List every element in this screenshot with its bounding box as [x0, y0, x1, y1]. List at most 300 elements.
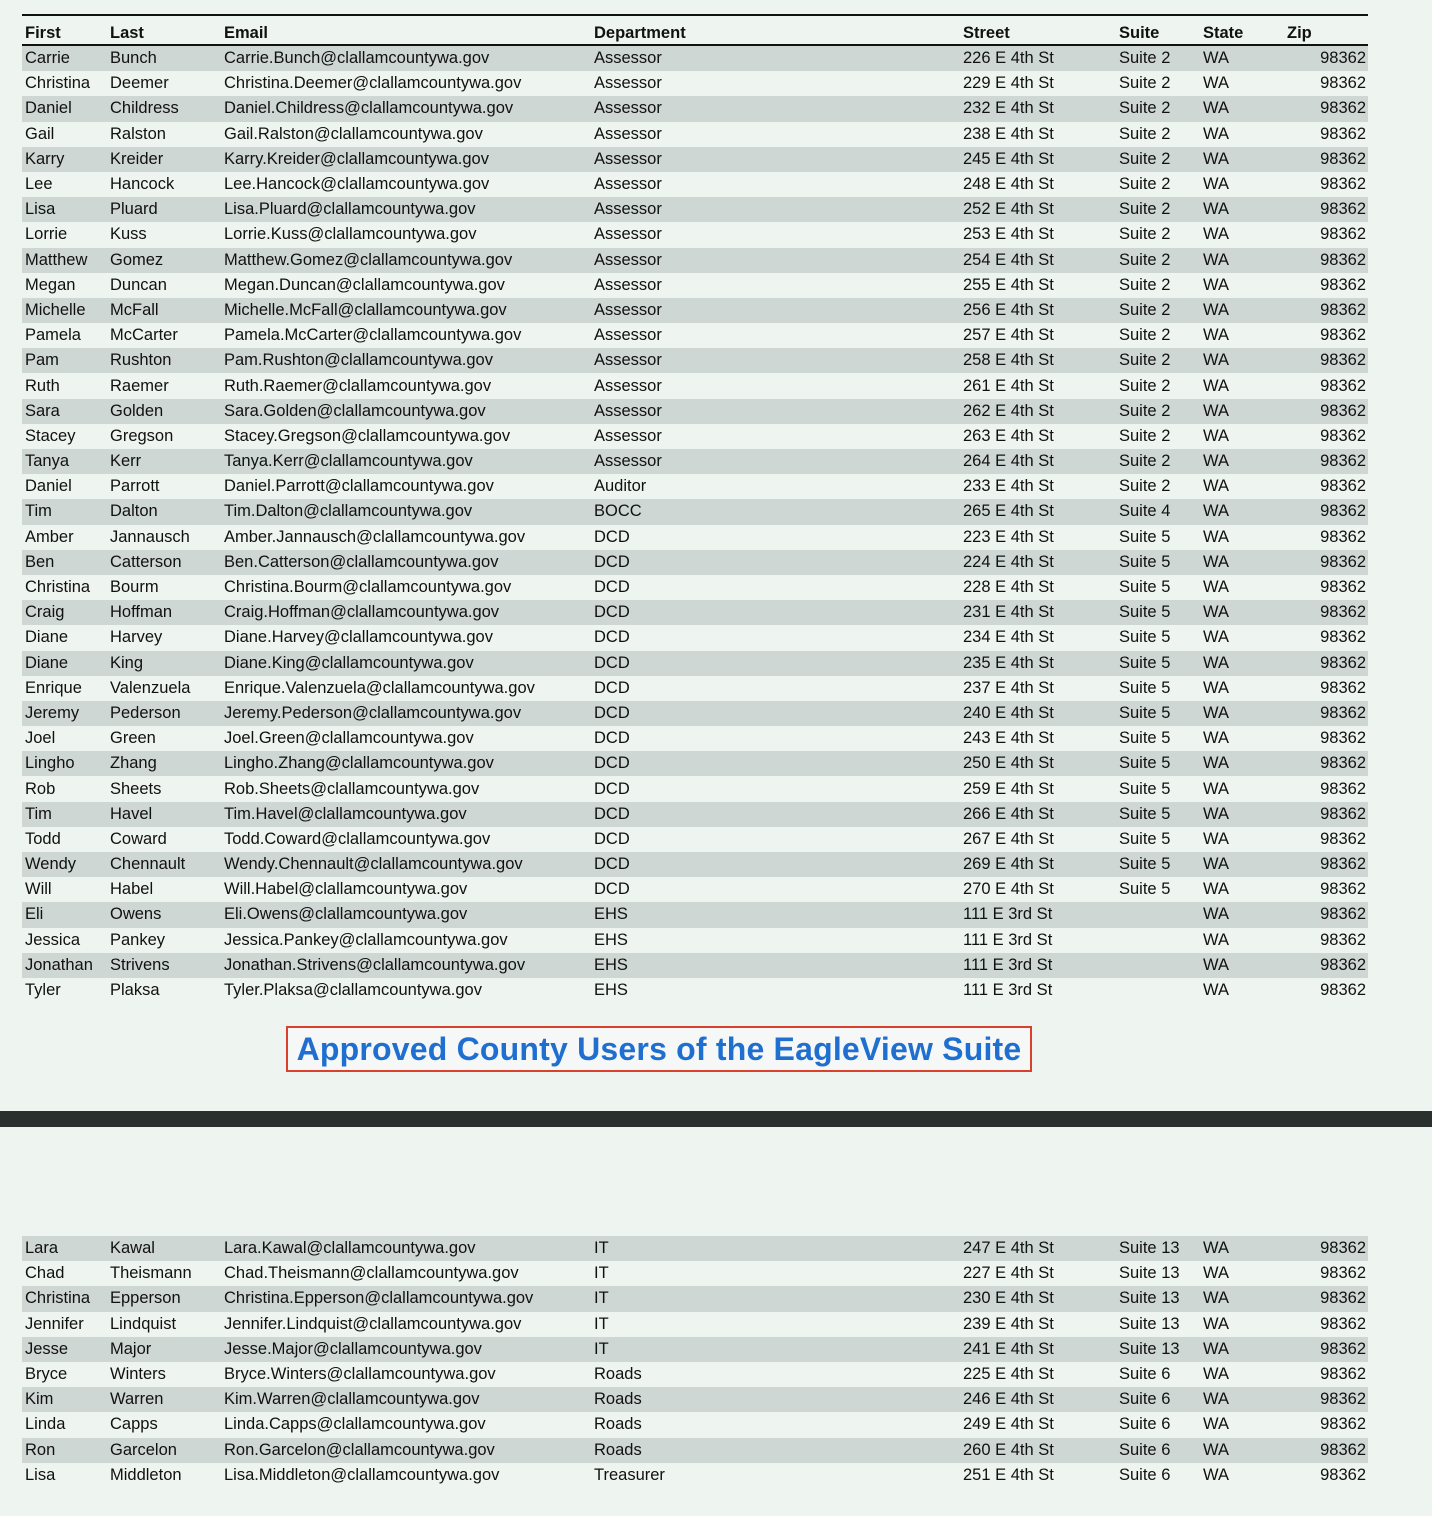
cell-last: Owens: [110, 905, 162, 924]
cell-street: 111 E 3rd St: [963, 955, 1053, 974]
cell-state: WA: [1203, 149, 1229, 168]
table-body-top: [22, 46, 1368, 1003]
cell-email: Bryce.Winters@clallamcountywa.gov: [224, 1365, 496, 1384]
table-row: [22, 122, 1368, 147]
cell-first: Wendy: [25, 855, 77, 874]
cell-suite: Suite 2: [1119, 351, 1171, 370]
cell-first: Bryce: [25, 1365, 68, 1384]
cell-street: 226 E 4th St: [963, 49, 1054, 68]
cell-state: WA: [1203, 225, 1229, 244]
cell-email: Diane.King@clallamcountywa.gov: [224, 653, 474, 672]
cell-department: Assessor: [594, 452, 662, 471]
cell-first: Jesse: [25, 1339, 69, 1358]
cell-street: 269 E 4th St: [963, 855, 1054, 874]
cell-department: DCD: [594, 628, 630, 647]
cell-state: WA: [1203, 502, 1229, 521]
table-row: [22, 827, 1368, 852]
cell-email: Karry.Kreider@clallamcountywa.gov: [224, 149, 489, 168]
cell-street: 239 E 4th St: [963, 1314, 1054, 1333]
table-row: [22, 1387, 1368, 1412]
cell-email: Megan.Duncan@clallamcountywa.gov: [224, 275, 505, 294]
cell-first: Stacey: [25, 426, 76, 445]
cell-state: WA: [1203, 628, 1229, 647]
cell-street: 241 E 4th St: [963, 1339, 1054, 1358]
cell-first: Jeremy: [25, 703, 80, 722]
cell-email: Christina.Deemer@clallamcountywa.gov: [224, 74, 522, 93]
cell-zip: 98362: [1320, 376, 1366, 395]
cell-email: Lorrie.Kuss@clallamcountywa.gov: [224, 225, 477, 244]
cell-street: 111 E 3rd St: [963, 930, 1053, 949]
cell-last: Ralston: [110, 124, 166, 143]
cell-suite: Suite 6: [1119, 1440, 1171, 1459]
cell-zip: 98362: [1320, 477, 1366, 496]
cell-department: IT: [594, 1264, 609, 1283]
cell-email: Diane.Harvey@clallamcountywa.gov: [224, 628, 493, 647]
cell-last: Major: [110, 1339, 152, 1358]
cell-street: 266 E 4th St: [963, 804, 1054, 823]
table-row: [22, 525, 1368, 550]
cell-zip: 98362: [1320, 275, 1366, 294]
cell-street: 233 E 4th St: [963, 477, 1054, 496]
cell-state: WA: [1203, 729, 1229, 748]
cell-last: Pederson: [110, 703, 181, 722]
header-department: Department: [594, 24, 686, 42]
table-row: [22, 953, 1368, 978]
table-row: [22, 776, 1368, 801]
table-row: [22, 147, 1368, 172]
cell-state: WA: [1203, 1339, 1229, 1358]
cell-street: 256 E 4th St: [963, 300, 1054, 319]
cell-street: 245 E 4th St: [963, 149, 1054, 168]
cell-department: DCD: [594, 880, 630, 899]
cell-email: Sara.Golden@clallamcountywa.gov: [224, 401, 486, 420]
cell-first: Joel: [25, 729, 56, 748]
header-email: Email: [224, 24, 269, 42]
cell-first: Chad: [25, 1264, 65, 1283]
cell-zip: 98362: [1320, 1465, 1366, 1484]
cell-last: Harvey: [110, 628, 163, 647]
cell-state: WA: [1203, 754, 1229, 773]
cell-last: Sheets: [110, 779, 162, 798]
cell-last: Jannausch: [110, 527, 190, 546]
cell-department: Assessor: [594, 376, 662, 395]
cell-first: Tim: [25, 804, 52, 823]
header-suite: Suite: [1119, 24, 1160, 42]
cell-zip: 98362: [1320, 74, 1366, 93]
cell-street: 261 E 4th St: [963, 376, 1054, 395]
cell-department: Assessor: [594, 225, 662, 244]
cell-street: 243 E 4th St: [963, 729, 1054, 748]
cell-first: Jessica: [25, 930, 81, 949]
cell-email: Tyler.Plaksa@clallamcountywa.gov: [224, 981, 482, 1000]
cell-department: Roads: [594, 1415, 642, 1434]
cell-email: Jeremy.Pederson@clallamcountywa.gov: [224, 703, 522, 722]
table-row: [22, 1286, 1368, 1311]
user-table-top: [22, 14, 1368, 1003]
cell-email: Wendy.Chennault@clallamcountywa.gov: [224, 855, 523, 874]
cell-street: 238 E 4th St: [963, 124, 1054, 143]
cell-suite: Suite 5: [1119, 527, 1171, 546]
cell-department: Assessor: [594, 351, 662, 370]
cell-state: WA: [1203, 124, 1229, 143]
cell-street: 229 E 4th St: [963, 74, 1054, 93]
table-row: [22, 802, 1368, 827]
table-row: [22, 701, 1368, 726]
cell-department: Assessor: [594, 200, 662, 219]
cell-zip: 98362: [1320, 502, 1366, 521]
cell-first: Diane: [25, 628, 69, 647]
cell-email: Lisa.Pluard@clallamcountywa.gov: [224, 200, 476, 219]
cell-last: Strivens: [110, 955, 170, 974]
cell-department: Auditor: [594, 477, 647, 496]
cell-suite: Suite 2: [1119, 49, 1171, 68]
cell-suite: Suite 5: [1119, 829, 1171, 848]
cell-street: 234 E 4th St: [963, 628, 1054, 647]
cell-department: Assessor: [594, 175, 662, 194]
cell-street: 235 E 4th St: [963, 653, 1054, 672]
cell-email: Pam.Rushton@clallamcountywa.gov: [224, 351, 493, 370]
table-row: [22, 172, 1368, 197]
table-row: [22, 499, 1368, 524]
table-row: [22, 1438, 1368, 1463]
cell-email: Stacey.Gregson@clallamcountywa.gov: [224, 426, 511, 445]
table-row: [22, 96, 1368, 121]
cell-department: Assessor: [594, 124, 662, 143]
cell-street: 249 E 4th St: [963, 1415, 1054, 1434]
cell-first: Sara: [25, 401, 60, 420]
cell-street: 111 E 3rd St: [963, 981, 1053, 1000]
cell-zip: 98362: [1320, 729, 1366, 748]
table-row: [22, 600, 1368, 625]
cell-last: Pankey: [110, 930, 166, 949]
table-row: [22, 1236, 1368, 1261]
cell-department: EHS: [594, 981, 628, 1000]
cell-last: Bunch: [110, 49, 157, 68]
cell-suite: Suite 2: [1119, 250, 1171, 269]
cell-street: 255 E 4th St: [963, 275, 1054, 294]
cell-street: 262 E 4th St: [963, 401, 1054, 420]
cell-first: Lorrie: [25, 225, 68, 244]
cell-state: WA: [1203, 653, 1229, 672]
cell-first: Lisa: [25, 200, 56, 219]
cell-zip: 98362: [1320, 1264, 1366, 1283]
cell-first: Amber: [25, 527, 74, 546]
cell-email: Christina.Epperson@clallamcountywa.gov: [224, 1289, 534, 1308]
cell-state: WA: [1203, 703, 1229, 722]
cell-street: 259 E 4th St: [963, 779, 1054, 798]
cell-zip: 98362: [1320, 326, 1366, 345]
table-row: [22, 474, 1368, 499]
cell-suite: Suite 2: [1119, 200, 1171, 219]
table-row: [22, 1463, 1368, 1488]
table-row: [22, 348, 1368, 373]
cell-first: Pamela: [25, 326, 81, 345]
table-row: [22, 298, 1368, 323]
table-row: [22, 575, 1368, 600]
table-row: [22, 902, 1368, 927]
cell-last: Capps: [110, 1415, 158, 1434]
cell-zip: 98362: [1320, 880, 1366, 899]
table-row: [22, 222, 1368, 247]
cell-street: 225 E 4th St: [963, 1365, 1054, 1384]
cell-street: 252 E 4th St: [963, 200, 1054, 219]
cell-last: Childress: [110, 99, 179, 118]
table-row: [22, 928, 1368, 953]
cell-state: WA: [1203, 1440, 1229, 1459]
cell-email: Lingho.Zhang@clallamcountywa.gov: [224, 754, 494, 773]
cell-department: EHS: [594, 930, 628, 949]
cell-zip: 98362: [1320, 855, 1366, 874]
table-row: [22, 449, 1368, 474]
cell-zip: 98362: [1320, 779, 1366, 798]
cell-first: Jennifer: [25, 1314, 84, 1333]
cell-department: Assessor: [594, 300, 662, 319]
cell-last: Warren: [110, 1390, 164, 1409]
cell-state: WA: [1203, 175, 1229, 194]
cell-last: Zhang: [110, 754, 157, 773]
cell-first: Ruth: [25, 376, 60, 395]
cell-street: 240 E 4th St: [963, 703, 1054, 722]
cell-suite: Suite 2: [1119, 426, 1171, 445]
cell-suite: Suite 6: [1119, 1365, 1171, 1384]
cell-first: Gail: [25, 124, 55, 143]
cell-email: Tanya.Kerr@clallamcountywa.gov: [224, 452, 473, 471]
cell-email: Carrie.Bunch@clallamcountywa.gov: [224, 49, 490, 68]
cell-department: IT: [594, 1239, 609, 1258]
cell-department: Assessor: [594, 401, 662, 420]
cell-zip: 98362: [1320, 149, 1366, 168]
cell-first: Will: [25, 880, 52, 899]
cell-first: Eli: [25, 905, 44, 924]
cell-zip: 98362: [1320, 1339, 1366, 1358]
cell-last: Gomez: [110, 250, 164, 269]
cell-first: Daniel: [25, 99, 72, 118]
cell-email: Kim.Warren@clallamcountywa.gov: [224, 1390, 480, 1409]
cell-department: DCD: [594, 578, 630, 597]
cell-suite: Suite 5: [1119, 603, 1171, 622]
cell-last: Garcelon: [110, 1440, 177, 1459]
cell-street: 263 E 4th St: [963, 426, 1054, 445]
cell-state: WA: [1203, 477, 1229, 496]
cell-first: Karry: [25, 149, 65, 168]
cell-street: 237 E 4th St: [963, 678, 1054, 697]
header-last: Last: [110, 24, 144, 42]
cell-state: WA: [1203, 930, 1229, 949]
cell-zip: 98362: [1320, 426, 1366, 445]
cell-suite: Suite 5: [1119, 678, 1171, 697]
cell-last: Catterson: [110, 552, 182, 571]
cell-zip: 98362: [1320, 175, 1366, 194]
table-row: [22, 751, 1368, 776]
cell-state: WA: [1203, 401, 1229, 420]
cell-department: DCD: [594, 678, 630, 697]
cell-last: Theismann: [110, 1264, 192, 1283]
cell-first: Pam: [25, 351, 59, 370]
cell-suite: Suite 2: [1119, 149, 1171, 168]
cell-last: Dalton: [110, 502, 158, 521]
cell-state: WA: [1203, 1264, 1229, 1283]
cell-first: Todd: [25, 829, 61, 848]
cell-first: Rob: [25, 779, 56, 798]
cell-last: Green: [110, 729, 156, 748]
header-state: State: [1203, 24, 1244, 42]
cell-zip: 98362: [1320, 250, 1366, 269]
cell-department: DCD: [594, 855, 630, 874]
cell-state: WA: [1203, 981, 1229, 1000]
table-row: [22, 625, 1368, 650]
cell-suite: Suite 5: [1119, 703, 1171, 722]
cell-first: Linda: [25, 1415, 66, 1434]
cell-state: WA: [1203, 200, 1229, 219]
cell-zip: 98362: [1320, 300, 1366, 319]
table-row: [22, 651, 1368, 676]
cell-department: DCD: [594, 703, 630, 722]
cell-zip: 98362: [1320, 905, 1366, 924]
cell-zip: 98362: [1320, 829, 1366, 848]
cell-suite: Suite 2: [1119, 74, 1171, 93]
cell-zip: 98362: [1320, 99, 1366, 118]
cell-email: Linda.Capps@clallamcountywa.gov: [224, 1415, 486, 1434]
cell-email: Jessica.Pankey@clallamcountywa.gov: [224, 930, 508, 949]
cell-first: Diane: [25, 653, 69, 672]
cell-street: 250 E 4th St: [963, 754, 1054, 773]
cell-department: BOCC: [594, 502, 642, 521]
cell-last: Kerr: [110, 452, 142, 471]
cell-email: Jonathan.Strivens@clallamcountywa.gov: [224, 955, 526, 974]
cell-suite: Suite 2: [1119, 452, 1171, 471]
cell-first: Lingho: [25, 754, 75, 773]
cell-street: 267 E 4th St: [963, 829, 1054, 848]
cell-street: 246 E 4th St: [963, 1390, 1054, 1409]
cell-last: Plaksa: [110, 981, 160, 1000]
cell-last: King: [110, 653, 144, 672]
cell-department: DCD: [594, 729, 630, 748]
cell-first: Matthew: [25, 250, 88, 269]
cell-zip: 98362: [1320, 1314, 1366, 1333]
cell-zip: 98362: [1320, 754, 1366, 773]
cell-first: Ben: [25, 552, 55, 571]
cell-suite: Suite 5: [1119, 804, 1171, 823]
caption-box: [286, 1026, 1032, 1072]
cell-state: WA: [1203, 855, 1229, 874]
cell-department: Assessor: [594, 426, 662, 445]
cell-email: Amber.Jannausch@clallamcountywa.gov: [224, 527, 526, 546]
cell-state: WA: [1203, 1465, 1229, 1484]
caption-title: Approved County Users of the EagleView Suite: [296, 1030, 1022, 1067]
cell-department: Assessor: [594, 275, 662, 294]
cell-email: Jennifer.Lindquist@clallamcountywa.gov: [224, 1314, 522, 1333]
cell-department: Roads: [594, 1365, 642, 1384]
table-row: [22, 323, 1368, 348]
cell-suite: Suite 5: [1119, 552, 1171, 571]
cell-department: IT: [594, 1289, 609, 1308]
cell-zip: 98362: [1320, 452, 1366, 471]
cell-last: Duncan: [110, 275, 167, 294]
cell-last: Gregson: [110, 426, 174, 445]
cell-zip: 98362: [1320, 49, 1366, 68]
cell-first: Daniel: [25, 477, 72, 496]
cell-first: Lisa: [25, 1465, 56, 1484]
cell-street: 230 E 4th St: [963, 1289, 1054, 1308]
cell-first: Craig: [25, 603, 65, 622]
table-row: [22, 852, 1368, 877]
cell-state: WA: [1203, 552, 1229, 571]
cell-zip: 98362: [1320, 1415, 1366, 1434]
cell-department: IT: [594, 1314, 609, 1333]
cell-suite: Suite 13: [1119, 1264, 1180, 1283]
cell-department: Assessor: [594, 99, 662, 118]
cell-email: Craig.Hoffman@clallamcountywa.gov: [224, 603, 500, 622]
cell-last: Valenzuela: [110, 678, 191, 697]
cell-street: 254 E 4th St: [963, 250, 1054, 269]
cell-state: WA: [1203, 49, 1229, 68]
cell-street: 258 E 4th St: [963, 351, 1054, 370]
cell-state: WA: [1203, 275, 1229, 294]
header-zip: Zip: [1287, 24, 1312, 42]
cell-zip: 98362: [1320, 804, 1366, 823]
table-row: [22, 726, 1368, 751]
cell-state: WA: [1203, 1314, 1229, 1333]
cell-last: Hoffman: [110, 603, 173, 622]
cell-state: WA: [1203, 829, 1229, 848]
cell-state: WA: [1203, 1365, 1229, 1384]
cell-first: Christina: [25, 74, 91, 93]
cell-zip: 98362: [1320, 1239, 1366, 1258]
cell-suite: Suite 5: [1119, 880, 1171, 899]
cell-zip: 98362: [1320, 981, 1366, 1000]
cell-last: Kawal: [110, 1239, 155, 1258]
table-row: [22, 1261, 1368, 1286]
cell-street: 260 E 4th St: [963, 1440, 1054, 1459]
cell-email: Joel.Green@clallamcountywa.gov: [224, 729, 474, 748]
cell-state: WA: [1203, 1239, 1229, 1258]
table-row: [22, 1312, 1368, 1337]
cell-state: WA: [1203, 351, 1229, 370]
cell-department: Assessor: [594, 74, 662, 93]
cell-zip: 98362: [1320, 703, 1366, 722]
cell-state: WA: [1203, 452, 1229, 471]
cell-state: WA: [1203, 426, 1229, 445]
cell-last: Bourm: [110, 578, 159, 597]
cell-department: EHS: [594, 955, 628, 974]
cell-zip: 98362: [1320, 401, 1366, 420]
cell-zip: 98362: [1320, 653, 1366, 672]
cell-first: Ron: [25, 1440, 56, 1459]
cell-last: Deemer: [110, 74, 169, 93]
table-row: [22, 1412, 1368, 1437]
cell-zip: 98362: [1320, 552, 1366, 571]
table-row: [22, 1337, 1368, 1362]
cell-zip: 98362: [1320, 225, 1366, 244]
cell-street: 265 E 4th St: [963, 502, 1054, 521]
cell-state: WA: [1203, 955, 1229, 974]
table-row: [22, 248, 1368, 273]
cell-email: Todd.Coward@clallamcountywa.gov: [224, 829, 491, 848]
cell-zip: 98362: [1320, 578, 1366, 597]
table-row: [22, 399, 1368, 424]
cell-first: Megan: [25, 275, 76, 294]
cell-zip: 98362: [1320, 678, 1366, 697]
cell-street: 264 E 4th St: [963, 452, 1054, 471]
cell-suite: Suite 13: [1119, 1314, 1180, 1333]
cell-last: Chennault: [110, 855, 186, 874]
cell-street: 231 E 4th St: [963, 603, 1054, 622]
cell-first: Christina: [25, 1289, 91, 1308]
cell-zip: 98362: [1320, 351, 1366, 370]
cell-department: Roads: [594, 1390, 642, 1409]
cell-email: Ruth.Raemer@clallamcountywa.gov: [224, 376, 492, 395]
cell-last: Winters: [110, 1365, 166, 1384]
